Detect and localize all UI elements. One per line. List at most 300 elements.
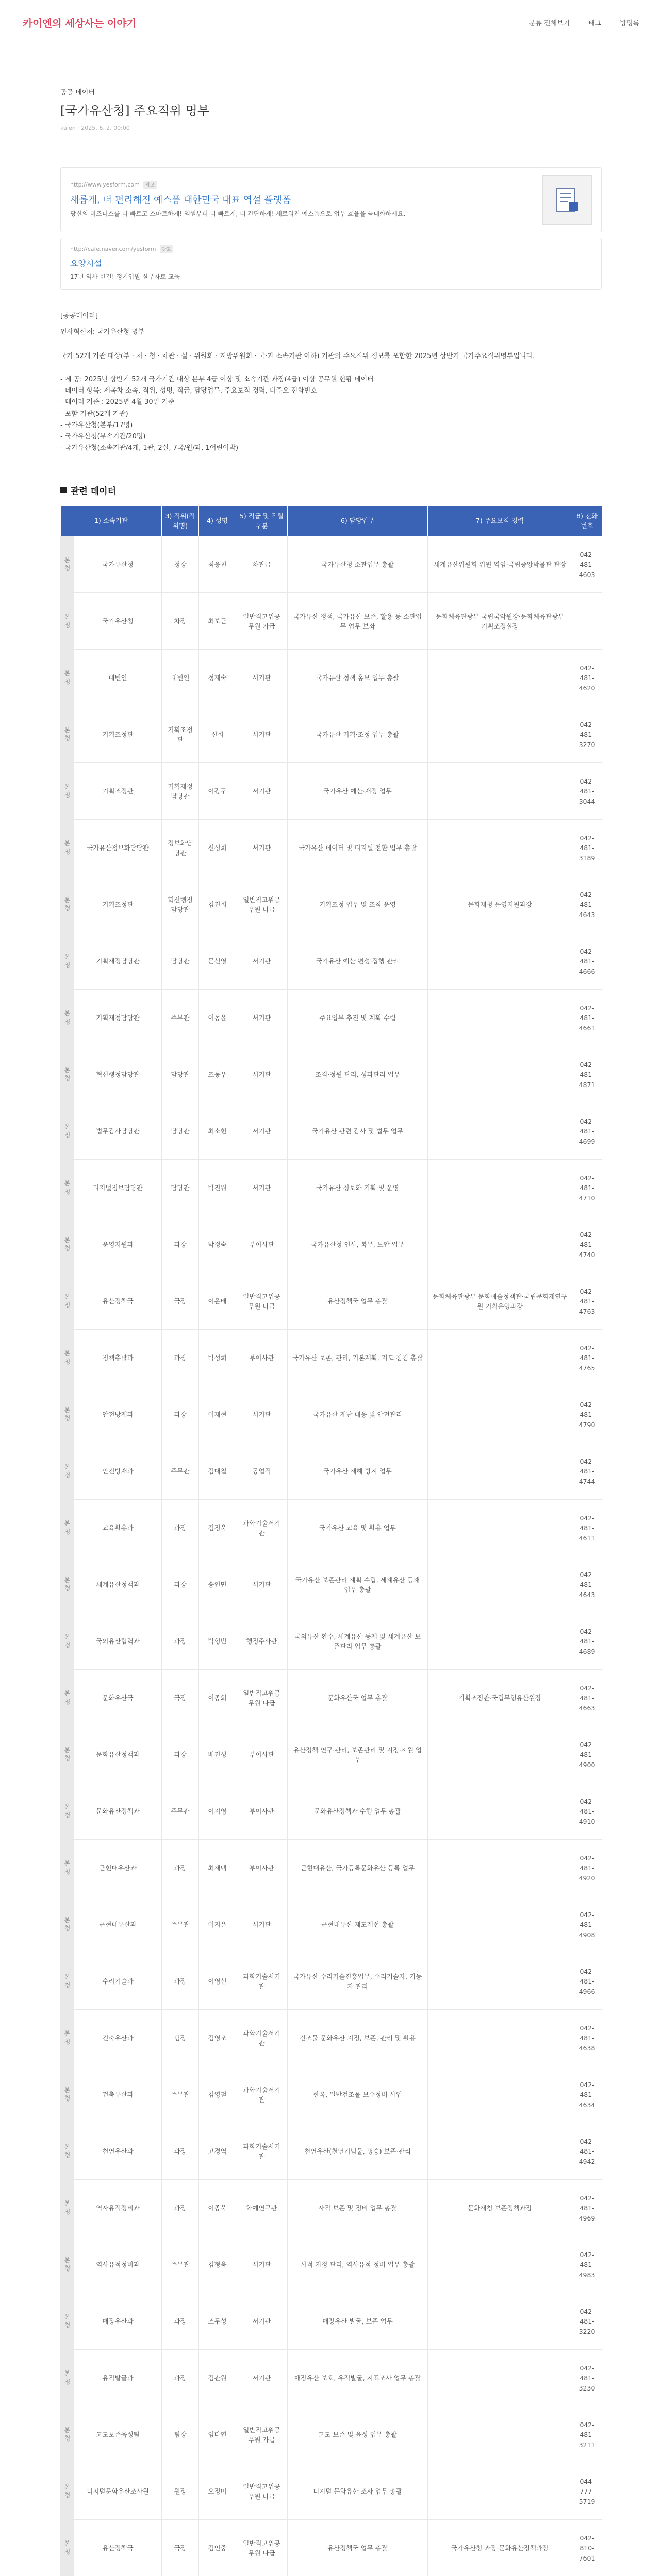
table-cell: 최재택	[199, 1840, 236, 1896]
table-row	[61, 1160, 602, 1216]
org-type-text: 본청	[64, 1633, 71, 1649]
table-row	[61, 1896, 602, 1953]
org-type-text: 본청	[64, 2313, 71, 2329]
table-cell-org-type	[61, 1273, 74, 1330]
table-cell: 혁신행정담당관	[162, 876, 199, 933]
table-cell: 부이사관	[236, 1783, 288, 1840]
table-cell	[428, 1783, 572, 1840]
table-cell: 근현대유산, 국가등록문화유산 등록 업무	[288, 1840, 428, 1896]
table-cell: 문화재청 보존정책과장	[428, 2180, 572, 2236]
link-preview-url-row	[70, 181, 514, 189]
square-bullet-icon	[60, 487, 67, 493]
table-cell-phone: 042-481-3044	[572, 763, 602, 820]
table-cell: 과장	[162, 1953, 199, 2010]
table-cell: 김형욱	[199, 2236, 236, 2293]
table-cell	[428, 1726, 572, 1783]
link-preview-description: 17년 역사 한결! 정기입원 실무자료 교육	[70, 273, 180, 280]
org-type-text: 본청	[64, 1689, 71, 1705]
post-container	[60, 45, 602, 2576]
table-cell: 기획재정담당관	[74, 933, 162, 990]
table-cell: 팀장	[162, 2406, 199, 2463]
table-cell: 고도보존육성팀	[74, 2406, 162, 2463]
table-cell: 과장	[162, 1726, 199, 1783]
link-preview-title[interactable]: 요양시설	[70, 259, 102, 268]
table-cell: 문화유산국 업무 총괄	[288, 1670, 428, 1726]
table-cell: 기획재정담당관	[74, 990, 162, 1046]
link-preview-card-secondary[interactable]	[60, 238, 602, 290]
table-cell: 문화유산정책과 수행 업무 총괄	[288, 1783, 428, 1840]
org-type-text: 본청	[64, 2369, 71, 2385]
table-cell-org-type	[61, 1556, 74, 1613]
table-cell-org-type	[61, 2350, 74, 2406]
table-cell: 서기관	[236, 2293, 288, 2350]
table-cell: 국가유산 데이터 및 디지털 전환 업무 총괄	[288, 820, 428, 876]
table-cell-org-type	[61, 2180, 74, 2236]
table-cell: 정재숙	[199, 650, 236, 706]
table-cell-phone: 042-481-4765	[572, 1330, 602, 1386]
table-cell: 서기관	[236, 1896, 288, 1953]
org-type-text: 본청	[64, 783, 71, 799]
table-cell: 조두성	[199, 2293, 236, 2350]
table-cell: 일반직고위공무원 나급	[236, 1273, 288, 1330]
table-cell: 서기관	[236, 2350, 288, 2406]
org-type-text: 본청	[64, 1009, 71, 1025]
table-row	[61, 1216, 602, 1273]
table-cell-org-type	[61, 763, 74, 820]
link-preview-url: http://www.yesform.com	[70, 181, 140, 188]
table-cell: 부이사관	[236, 1726, 288, 1783]
table-cell: 김대철	[199, 1443, 236, 1500]
table-cell-phone: 042-481-4763	[572, 1273, 602, 1330]
table-cell: 서기관	[236, 990, 288, 1046]
table-cell: 디지털정보담당관	[74, 1160, 162, 1216]
table-cell: 유산정책국	[74, 2520, 162, 2576]
table-cell: 과장	[162, 2293, 199, 2350]
body-list-item: - 국가유산청(부속기관/20명)	[60, 432, 146, 440]
table-cell-org-type	[61, 820, 74, 876]
table-cell-org-type	[61, 1160, 74, 1216]
org-type-text: 본청	[64, 953, 71, 969]
table-cell: 국가유산 정책, 국가유산 보존, 활용 등 소관업무 업무 보좌	[288, 593, 428, 650]
table-cell: 과학기술서기관	[236, 2010, 288, 2066]
table-cell: 유산정책국	[74, 1273, 162, 1330]
table-cell-phone: 042-481-4910	[572, 1783, 602, 1840]
link-preview-thumbnail[interactable]	[542, 175, 592, 225]
link-preview-url-row	[70, 245, 592, 253]
table-cell: 이영선	[199, 1953, 236, 2010]
table-header-cell: 1) 소속기관	[61, 506, 162, 536]
site-title-link[interactable]: 카이엔의 세상사는 이야기	[23, 17, 136, 29]
table-row	[61, 1783, 602, 1840]
table-row	[61, 1670, 602, 1726]
table-cell: 세계유산위원회 위원 역임·국립중앙박물관 관장	[428, 536, 572, 593]
table-cell: 수리기술과	[74, 1953, 162, 2010]
table-cell: 매장유산 발굴, 보존 업무	[288, 2293, 428, 2350]
table-row	[61, 820, 602, 876]
table-cell-org-type	[61, 1386, 74, 1443]
org-type-text: 본청	[64, 726, 71, 742]
link-preview-card[interactable]	[60, 167, 602, 232]
org-type-text: 본청	[64, 1916, 71, 1932]
data-table	[60, 506, 602, 2576]
table-cell: 서기관	[236, 706, 288, 763]
table-cell	[428, 1840, 572, 1896]
org-type-text: 본청	[64, 1406, 71, 1422]
table-cell-phone: 042-481-3230	[572, 2350, 602, 2406]
org-type-text: 본청	[64, 1123, 71, 1139]
table-cell-org-type	[61, 1046, 74, 1103]
table-cell: 근현대유산 제도개선 총괄	[288, 1896, 428, 1953]
table-cell-org-type	[61, 1670, 74, 1726]
table-cell: 최소현	[199, 1103, 236, 1160]
table-cell: 국가유산청 인사, 복무, 보안 업무	[288, 1216, 428, 1273]
table-cell: 주무관	[162, 2236, 199, 2293]
org-type-text: 본청	[64, 896, 71, 912]
table-cell: 이동윤	[199, 990, 236, 1046]
table-cell: 차관급	[236, 536, 288, 593]
table-body	[61, 536, 602, 2576]
table-cell	[428, 990, 572, 1046]
table-cell: 김인중	[199, 2520, 236, 2576]
table-cell: 국가유산청 과장·문화유산정책과장	[428, 2520, 572, 2576]
table-cell	[428, 763, 572, 820]
table-cell-phone: 042-481-4710	[572, 1160, 602, 1216]
org-type-text: 본청	[64, 2086, 71, 2102]
table-cell: 담당관	[162, 933, 199, 990]
table-row	[61, 1613, 602, 1670]
link-preview-title[interactable]: 새롭게, 더 편리해진 예스폼 대한민국 대표 역설 플랫폼	[70, 194, 291, 206]
table-cell: 서기관	[236, 820, 288, 876]
table-cell	[428, 1330, 572, 1386]
table-cell: 국가유산 정보화 기획 및 운영	[288, 1160, 428, 1216]
table-cell-org-type	[61, 1613, 74, 1670]
table-cell	[428, 933, 572, 990]
table-cell: 문화유산국	[74, 1670, 162, 1726]
table-cell-org-type	[61, 2463, 74, 2520]
table-cell-phone: 042-481-4689	[572, 1613, 602, 1670]
table-cell: 근현대유산과	[74, 1896, 162, 1953]
table-cell: 매장유산 보호, 유적발굴, 지표조사 업무 총괄	[288, 2350, 428, 2406]
table-cell-org-type	[61, 536, 74, 593]
table-row	[61, 1726, 602, 1783]
table-cell: 국가유산정보화담당관	[74, 820, 162, 876]
table-cell: 팀장	[162, 2010, 199, 2066]
table-cell: 근현대유산과	[74, 1840, 162, 1896]
table-cell: 서기관	[236, 1103, 288, 1160]
table-cell: 이종욱	[199, 2180, 236, 2236]
table-cell-phone: 042-481-4666	[572, 933, 602, 990]
site-header	[0, 0, 662, 45]
table-cell: 부이사관	[236, 1216, 288, 1273]
table-cell-org-type	[61, 2406, 74, 2463]
table-cell: 차장	[162, 593, 199, 650]
table-cell: 청장	[162, 536, 199, 593]
table-cell: 기획조정관	[74, 876, 162, 933]
table-row	[61, 2236, 602, 2293]
document-icon	[552, 184, 583, 215]
table-row	[61, 1556, 602, 1613]
table-cell: 일반직고위공무원 나급	[236, 876, 288, 933]
table-cell-org-type	[61, 1216, 74, 1273]
table-cell	[428, 706, 572, 763]
table-cell: 기획조정관·국립무형유산원장	[428, 1670, 572, 1726]
table-cell	[428, 2123, 572, 2180]
table-cell: 국가유산청	[74, 593, 162, 650]
table-cell-org-type	[61, 650, 74, 706]
table-row	[61, 990, 602, 1046]
table-cell: 역사유적정비과	[74, 2236, 162, 2293]
table-cell: 최응천	[199, 536, 236, 593]
table-cell: 사적 보존 및 정비 업무 총괄	[288, 2180, 428, 2236]
table-cell: 주무관	[162, 2066, 199, 2123]
table-cell: 박진원	[199, 1160, 236, 1216]
table-cell	[428, 1613, 572, 1670]
org-type-text: 본청	[64, 1973, 71, 1989]
table-cell: 혁신행정담당관	[74, 1046, 162, 1103]
section-heading	[60, 484, 602, 497]
table-cell: 한옥, 일반건조물 보수정비 사업	[288, 2066, 428, 2123]
table-cell: 이은배	[199, 1273, 236, 1330]
table-cell-phone: 042-481-4744	[572, 1443, 602, 1500]
org-type-text: 본청	[64, 2426, 71, 2442]
org-type-text: 본청	[64, 2029, 71, 2045]
table-cell: 국가유산 보존관리 계획 수립, 세계유산 등재 업무 총괄	[288, 1556, 428, 1613]
table-row	[61, 1386, 602, 1443]
table-cell: 교육활용과	[74, 1500, 162, 1556]
table-cell-org-type	[61, 933, 74, 990]
table-cell: 과장	[162, 1500, 199, 1556]
link-preview-description: 당신의 비즈니스를 더 빠르고 스마트하게! 엑셀부터 더 빠르게, 더 간단하게! 새로워진 예스폼으로 업무 효율을 극대화하세요.	[70, 210, 406, 217]
table-cell: 서기관	[236, 1386, 288, 1443]
table-cell: 국가유산 재난 대응 및 안전관리	[288, 1386, 428, 1443]
table-cell-phone: 042-481-4663	[572, 1670, 602, 1726]
body-list-item: - 국가유산청(소속기관/4개, 1관, 2실, 7국/원/과, 1어린이박)	[60, 444, 239, 452]
org-type-text: 본청	[64, 1803, 71, 1819]
table-cell-phone: 042-481-4920	[572, 1840, 602, 1896]
table-cell: 국가유산 보존, 관리, 기본계획, 지도 점검 총괄	[288, 1330, 428, 1386]
table-header-cell: 5) 직급 및 직렬구분	[236, 506, 288, 536]
body-list-item: - 국가유산청(본부/17명)	[60, 421, 133, 429]
table-cell-org-type	[61, 2293, 74, 2350]
table-row	[61, 2463, 602, 2520]
table-cell: 이지영	[199, 1783, 236, 1840]
table-cell: 주요업무 추진 및 계획 수립	[288, 990, 428, 1046]
table-cell: 김영조	[199, 2010, 236, 2066]
table-cell: 대변인	[74, 650, 162, 706]
table-row	[61, 876, 602, 933]
table-header-row	[61, 506, 602, 536]
table-cell	[428, 1953, 572, 2010]
table-row	[61, 1443, 602, 1500]
table-cell: 주무관	[162, 1896, 199, 1953]
table-cell: 기획재정담당관	[162, 763, 199, 820]
table-cell: 서기관	[236, 1556, 288, 1613]
table-cell-phone: 042-481-4790	[572, 1386, 602, 1443]
table-cell	[428, 2463, 572, 2520]
table-cell: 국가유산 기획·조정 업무 총괄	[288, 706, 428, 763]
table-cell: 디지털 문화유산 조사 업무 총괄	[288, 2463, 428, 2520]
table-cell: 과학기술서기관	[236, 1953, 288, 2010]
table-row	[61, 1273, 602, 1330]
table-cell: 배진성	[199, 1726, 236, 1783]
org-type-text: 본청	[64, 2199, 71, 2215]
table-cell: 국외유산협력과	[74, 1613, 162, 1670]
post-category[interactable]: 공공 데이터	[60, 89, 95, 96]
table-cell-phone: 042-481-4661	[572, 990, 602, 1046]
table-cell	[428, 2350, 572, 2406]
nav-item-tags[interactable]: 태그	[588, 20, 602, 27]
table-cell: 과장	[162, 2123, 199, 2180]
section-heading-text: 관련 데이터	[71, 486, 117, 497]
table-row	[61, 536, 602, 593]
table-cell-phone: 042-481-3211	[572, 2406, 602, 2463]
table-row	[61, 1500, 602, 1556]
org-type-text: 본청	[64, 2256, 71, 2272]
table-cell	[428, 1500, 572, 1556]
table-cell-org-type	[61, 1103, 74, 1160]
table-row	[61, 933, 602, 990]
table-row	[61, 2010, 602, 2066]
table-cell: 서기관	[236, 2236, 288, 2293]
table-cell: 문화재청 운영지원과장	[428, 876, 572, 933]
table-cell: 문선영	[199, 933, 236, 990]
table-cell	[428, 1103, 572, 1160]
table-cell: 국장	[162, 1273, 199, 1330]
table-cell: 공업직	[236, 1443, 288, 1500]
table-cell: 주무관	[162, 990, 199, 1046]
table-cell: 문화유산정책과	[74, 1783, 162, 1840]
org-type-text: 본청	[64, 2143, 71, 2159]
table-cell	[428, 1216, 572, 1273]
table-cell-phone: 042-481-4942	[572, 2123, 602, 2180]
table-cell: 기획조정 업무 및 조직 운영	[288, 876, 428, 933]
table-cell	[428, 1443, 572, 1500]
table-cell: 주무관	[162, 1443, 199, 1500]
table-cell-org-type	[61, 1953, 74, 2010]
table-row	[61, 2350, 602, 2406]
table-cell: 일반직고위공무원 가급	[236, 593, 288, 650]
body-list-item: - 포함 기관(52개 기관)	[60, 410, 128, 418]
org-type-text: 본청	[64, 1293, 71, 1309]
table-cell-org-type	[61, 1500, 74, 1556]
table-cell: 국가유산청	[74, 536, 162, 593]
table-cell-org-type	[61, 2010, 74, 2066]
table-cell: 역사유적정비과	[74, 2180, 162, 2236]
table-cell: 디지털문화유산조사원	[74, 2463, 162, 2520]
table-cell: 이지은	[199, 1896, 236, 1953]
table-cell: 일반직고위공무원 나급	[236, 2463, 288, 2520]
table-header-cell: 7) 주요보직 경력	[428, 506, 572, 536]
table-cell-org-type	[61, 990, 74, 1046]
table-cell: 국외유산 환수, 세계유산 등재 및 세계유산 보존관리 업무 총괄	[288, 1613, 428, 1670]
table-cell: 국장	[162, 1670, 199, 1726]
table-cell: 과장	[162, 1216, 199, 1273]
table-cell: 법무감사담당관	[74, 1103, 162, 1160]
table-cell: 행정주사관	[236, 1613, 288, 1670]
table-cell-phone: 042-481-4634	[572, 2066, 602, 2123]
table-row	[61, 1330, 602, 1386]
table-row	[61, 2180, 602, 2236]
table-cell: 조동우	[199, 1046, 236, 1103]
table-cell: 과장	[162, 1386, 199, 1443]
table-cell-org-type	[61, 1840, 74, 1896]
table-cell: 유적발굴과	[74, 2350, 162, 2406]
table-cell-org-type	[61, 2066, 74, 2123]
table-cell: 박성희	[199, 1330, 236, 1386]
table-cell: 과학기술서기관	[236, 2066, 288, 2123]
table-cell-org-type	[61, 706, 74, 763]
table-cell: 기획조정관	[162, 706, 199, 763]
table-cell: 과장	[162, 2350, 199, 2406]
table-cell: 과장	[162, 1330, 199, 1386]
table-cell: 안전방재과	[74, 1386, 162, 1443]
table-cell: 서기관	[236, 933, 288, 990]
table-row	[61, 2293, 602, 2350]
table-header-cell: 4) 성명	[199, 506, 236, 536]
table-cell: 국가유산 수리기술진흥업무, 수리기술자, 기능자 관리	[288, 1953, 428, 2010]
table-cell: 임다연	[199, 2406, 236, 2463]
table-cell: 유산정책 연구·관리, 보존관리 및 지정·지원 업무	[288, 1726, 428, 1783]
org-type-text: 본청	[64, 669, 71, 685]
org-type-text: 본청	[64, 1519, 71, 1535]
table-cell: 조직·정원 관리, 성과관리 업무	[288, 1046, 428, 1103]
table-cell-org-type	[61, 593, 74, 650]
table-cell	[428, 820, 572, 876]
table-cell: 국가유산 예산 편성·집행 관리	[288, 933, 428, 990]
table-cell-org-type	[61, 1783, 74, 1840]
table-row	[61, 2520, 602, 2576]
table-header-cell: 8) 전화번호	[572, 506, 602, 536]
table-cell-org-type	[61, 2520, 74, 2576]
org-type-text: 본청	[64, 1066, 71, 1082]
table-cell	[428, 2066, 572, 2123]
table-cell: 주무관	[162, 1783, 199, 1840]
nav-item-guestbook[interactable]: 방명록	[620, 20, 639, 27]
table-cell-org-type	[61, 1726, 74, 1783]
table-cell	[428, 2236, 572, 2293]
table-row	[61, 593, 602, 650]
nav-item-categories[interactable]: 분류 전체보기	[528, 20, 570, 27]
table-cell-phone: 044-777-5719	[572, 2463, 602, 2520]
body-list-item: - 제 공: 2025년 상반기 52개 국가기관 대상 본부 4급 이상 및 소속기관 과장(4급) 이상 공무원 현황 데이터	[60, 376, 374, 384]
table-header-cell: 6) 담당업무	[288, 506, 428, 536]
table-cell: 과학기술서기관	[236, 2123, 288, 2180]
table-cell: 고도 보존 및 육성 업무 총괄	[288, 2406, 428, 2463]
table-cell-phone: 042-481-4983	[572, 2236, 602, 2293]
body-list	[60, 374, 602, 454]
table-cell-phone: 042-481-3189	[572, 820, 602, 876]
table-cell-phone: 042-481-4969	[572, 2180, 602, 2236]
org-type-text: 본청	[64, 556, 71, 572]
table-cell: 부이사관	[236, 1330, 288, 1386]
table-row	[61, 706, 602, 763]
table-cell: 국가유산 교육 및 활용 업무	[288, 1500, 428, 1556]
table-cell: 과장	[162, 1556, 199, 1613]
table-cell: 안전방재과	[74, 1443, 162, 1500]
table-cell-phone	[572, 593, 602, 650]
table-cell: 과장	[162, 2180, 199, 2236]
table-cell: 과학기술서기관	[236, 1500, 288, 1556]
table-cell: 박형빈	[199, 1613, 236, 1670]
table-cell: 이광구	[199, 763, 236, 820]
table-cell-org-type	[61, 1896, 74, 1953]
table-cell: 일반직고위공무원 나급	[236, 1670, 288, 1726]
table-cell: 천연유산(천연기념물, 명승) 보존·관리	[288, 2123, 428, 2180]
table-cell: 원장	[162, 2463, 199, 2520]
table-cell: 서기관	[236, 1160, 288, 1216]
table-row	[61, 1840, 602, 1896]
table-cell	[428, 1046, 572, 1103]
